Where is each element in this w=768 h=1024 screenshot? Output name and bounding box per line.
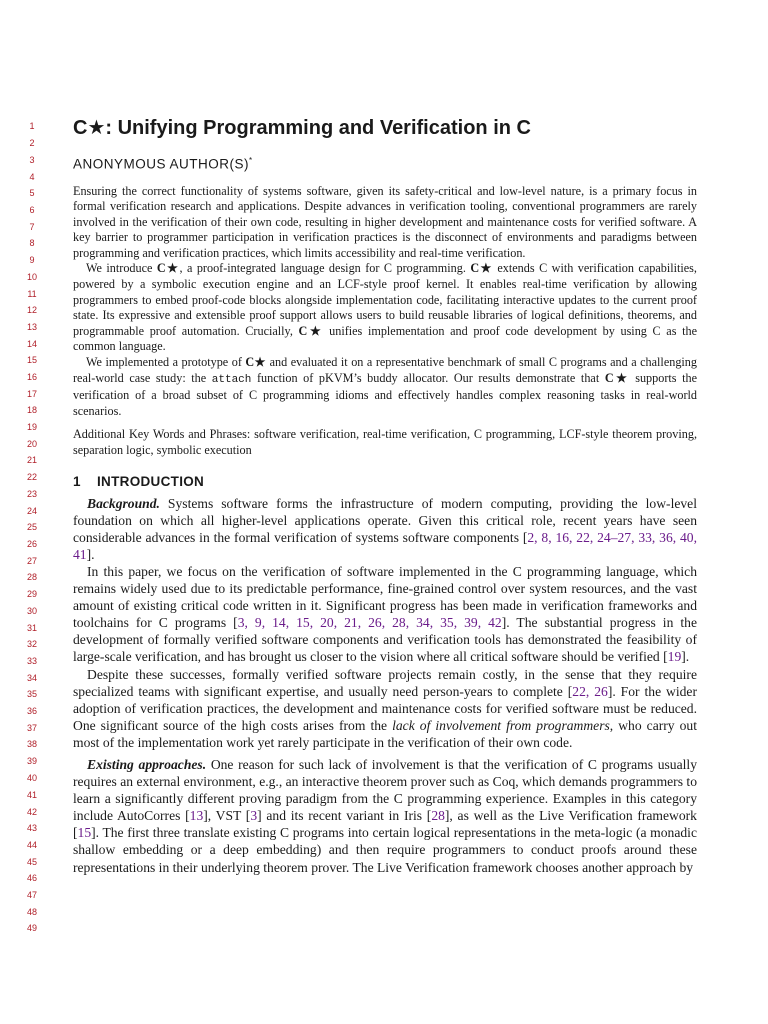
line-number: 48 (26, 907, 37, 917)
cstar-name: C★ (604, 370, 630, 385)
line-number: 17 (26, 389, 37, 399)
cstar-name: C★ (298, 323, 324, 338)
section-number: 1 (73, 473, 81, 489)
line-number: 20 (26, 439, 37, 449)
citation-link[interactable]: 13 (189, 808, 204, 824)
line-number: 30 (26, 606, 37, 616)
citation-link[interactable]: 28 (431, 808, 445, 824)
line-number: 41 (26, 790, 37, 800)
abstract-paragraph-1: Ensuring the correct functionality of systems software, given its safety-critical and low-level nature, is a primary focus in formal verification research and applications. Despite advances in verification tooling, conventional programmers are rarely involved in the verification of their own code, resulting in higher development and maintenance costs for verified software. A key barrier to programmer participation in verification practices is the disconnect of environments and paradigms between programming and verification practices, which limits accessibility and real-time verification. (73, 183, 697, 260)
line-number: 35 (26, 689, 37, 699)
intro-paragraph-2: In this paper, we focus on the verification of software implemented in the C programming language, which remains widely used due to its predictable performance, fine-grained control over system resources, and the vast amount of existing critical code written in it. Significant progress has been made in verification frameworks and toolchains for C programs [3, 9, 14, 15, 20, 21, 26, 28, 34, 35, 39, 42]. The substantial progress in the development of formally verified software components and verification tools has demonstrated the feasibility of large-scale verification, and has brought us closer to the vision where all critical software should be verified [19]. (73, 563, 697, 665)
citation-link[interactable]: 15 (77, 825, 92, 841)
citation-link[interactable]: 3, 9, 14, 15, 20, 21, 26, 28, 34, 35, 39, 42 (237, 615, 502, 631)
line-number: 14 (26, 339, 37, 349)
line-number: 9 (29, 255, 35, 265)
abstract-paragraph-3: We implemented a prototype of C★ and evaluated it on a representative benchmark of small C programs and a challenging real-world case study: the attach function of pKVM’s buddy allocator. Our results demonstrate that C★ supports the verification of a broad subset of C programming idioms and effectively handles complex reasoning tasks in real-world scenarios. (73, 355, 697, 418)
author-footnote-mark: * (249, 156, 253, 165)
abstract (73, 184, 697, 420)
line-number: 36 (26, 706, 37, 716)
line-number: 13 (26, 322, 37, 332)
citation-link[interactable]: 2, 8, 16, 22, 24–27, 33, 36, 40, 41 (73, 529, 697, 562)
line-number: 39 (26, 756, 37, 766)
line-number: 21 (26, 455, 37, 465)
page-content (73, 114, 697, 876)
section-title: INTRODUCTION (97, 473, 205, 489)
runin-heading: Existing approaches. (87, 757, 207, 772)
line-number: 6 (29, 205, 35, 215)
line-number: 43 (26, 823, 37, 833)
line-number: 40 (26, 773, 37, 783)
introduction-body (73, 495, 697, 876)
line-number: 46 (26, 873, 37, 883)
line-number: 10 (26, 272, 37, 282)
line-number: 24 (26, 506, 37, 516)
line-number: 49 (26, 923, 37, 933)
line-number: 31 (26, 623, 37, 633)
line-number: 22 (26, 472, 37, 482)
author-name: ANONYMOUS AUTHOR(S) (73, 156, 250, 172)
attach-code: attach (211, 373, 252, 386)
line-number: 8 (29, 238, 35, 248)
cstar-name: C★ (470, 261, 493, 276)
keywords: Additional Key Words and Phrases: software verification, real-time verification, C programming, LCF-style theorem proving, separation logic, symbolic execution (73, 427, 697, 457)
abstract-paragraph-2: We introduce C★, a proof-integrated language design for C programming. C★ extends C with verification capabilities, powered by a symbolic execution engine and an LCF-style proof kernel. It enables real-time verification by allowing programmers to embed proof-code blocks alongside implementation code, facilitating interactive updates to the current proof state. Its expressive and extensible proof support allows users to build reusable libraries of logical definitions, theorems, and programmable proof automation. Crucially, C★ unifies implementation and proof code development by using C as the common language. (73, 261, 697, 354)
line-number: 44 (26, 840, 37, 850)
line-number: 28 (26, 572, 37, 582)
line-number: 26 (26, 539, 37, 549)
emphasis: lack of involvement from programmers (392, 717, 610, 733)
line-number: 11 (27, 289, 37, 299)
line-number: 16 (26, 372, 37, 382)
authors (73, 152, 697, 174)
line-number: 32 (26, 639, 37, 649)
line-number: 19 (26, 422, 37, 432)
line-number: 4 (29, 172, 35, 182)
paper-title: C★: Unifying Programming and Verification in C (73, 117, 531, 139)
line-number: 27 (26, 556, 37, 566)
line-number: 3 (29, 155, 35, 165)
line-number: 18 (26, 405, 37, 415)
line-number: 37 (26, 723, 37, 733)
intro-paragraph-existing-approaches: Existing approaches. One reason for such lack of involvement is that the verification of C programs usually requires an external environment, e.g., an interactive theorem prover such as Coq, which demands programmers to learn a significantly different proving paradigm from the C programming experience. Examples in this category include AutoCorres [13], VST [3] and its recent variant in Iris [28], as well as the Live Verification framework [15]. The first three translate existing C programs into certain logical representations in the meta-logic (a monadic shallow embedding or a deep embedding) and then require programmers to conduct proofs around these representations in their underlying theorem prover. The Live Verification framework chooses another approach by (73, 757, 697, 875)
line-number: 29 (26, 589, 37, 599)
line-number: 38 (26, 739, 37, 749)
line-number: 5 (29, 188, 35, 198)
line-number: 25 (26, 522, 37, 532)
line-number: 12 (26, 305, 37, 315)
cstar-name: C★ (245, 355, 267, 370)
cstar-name: C★ (156, 261, 180, 276)
citation-link[interactable]: 3 (250, 808, 258, 824)
line-number: 33 (26, 656, 37, 666)
line-number: 1 (29, 121, 35, 131)
line-number: 15 (26, 355, 37, 365)
line-number: 45 (26, 857, 37, 867)
line-number: 42 (26, 807, 37, 817)
line-number: 47 (26, 890, 37, 900)
citation-link[interactable]: 19 (667, 649, 682, 665)
line-number: 2 (29, 138, 35, 148)
line-number: 7 (29, 222, 35, 232)
runin-heading: Background. (87, 495, 160, 511)
section-heading (73, 473, 697, 491)
intro-paragraph-3: Despite these successes, formally verified software projects remain costly, in the sense that they require specialized teams with significant expertise, and usually need person-years to complete [22, 26]. For the wider adoption of verification practices, the development and maintenance costs for verified software must be reduced. One significant source of the high costs arises from the lack of involvement from programmers, who carry out most of the implementation work yet rarely participate in the verification of their own code. (73, 666, 697, 750)
line-number: 23 (26, 489, 37, 499)
citation-link[interactable]: 22, 26 (572, 683, 608, 699)
line-number: 34 (26, 673, 37, 683)
intro-paragraph-background: Background. Systems software forms the infrastructure of modern computing, providing the low-level foundation on which all higher-level applications operate. Given this critical role, recent years have seen considerable advances in the formal verification of systems software components [2, 8, 16, 22, 24–27, 33, 36, 40, 41]. (73, 495, 697, 562)
